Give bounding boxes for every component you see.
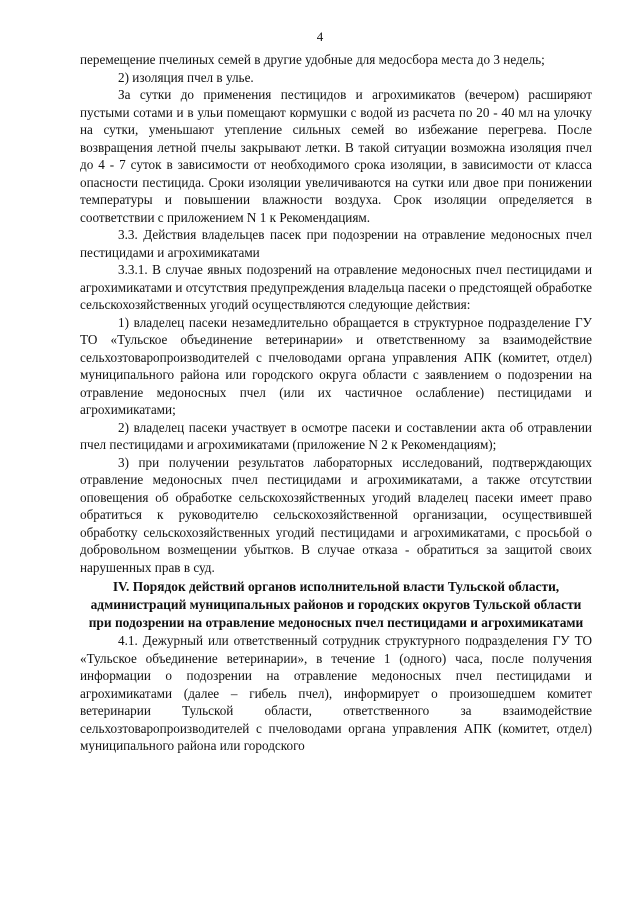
paragraph-continuation: перемещение пчелиных семей в другие удобные для медосбора места до 3 недель; [80, 52, 545, 67]
subsection-3-3-title: 3.3. Действия владельцев пасек при подозрении на отравление медоносных пчел пестицидами и агрохимикатами [80, 227, 592, 260]
paragraph-action-3: 3) при получении результатов лабораторных исследований, подтверждающих отравление медоносных пчел пестицидами и агрохимикатами, а также отсутствии оповещения об обработке сельскохозяйственных угодий владелец пасеки имеет право обратиться к руководителю сельскохозяйственной организации, осуществившей обработку сельскохозяйственных угодий пестицидами и агрохимикатами, с просьбой о добровольном возмещении убытков. В случае отказа - обратиться за защитой своих нарушенных прав в суд. [80, 454, 592, 575]
page-number: 4 [316, 29, 324, 44]
paragraph-isolation: За сутки до применения пестицидов и агрохимикатов (вечером) расширяют пустыми сотами и в ульи помещают кормушки с водой из расчета по 20 - 40 мл на улочку на сутки, уменьшают утепление сильных семей во избежание перегрева. После возвращения летной пчелы закрывают летки. В такой ситуации возможна изоляция пчел до 4 - 7 суток в зависимости от необходимого срока изоляции, в зависимости от класса опасности пестицида. Сроки изоляции увеличиваются на сутки или двое при понижении температуры и повышении влажности воздуха. Срок изоляции определяется в соответствии с приложением N 1 к Рекомендациям. [80, 87, 592, 225]
paragraph-action-2: 2) владелец пасеки участвует в осмотре пасеки и составлении акта об отравлении пчел пестицидами и агрохимикатами (приложение N 2 к Рекомендациям); [80, 419, 592, 452]
paragraph-3-3-1: 3.3.1. В случае явных подозрений на отравление медоносных пчел пестицидами и агрохимикатами и отсутствия предупреждения владельца пасеки о предстоящей обработке сельскохозяйственных угодий осуществляются следующие действия: [80, 262, 592, 312]
paragraph-4-1: 4.1. Дежурный или ответственный сотрудник структурного подразделения ГУ ТО «Тульское объединение ветеринарии», в течение 1 (одного) часа, после получения информации о подозрении на отравление медоносных пчел пестицидами и агрохимикатами (далее – гибель пчел), информирует о произошедшем комитет ветеринарии Тульской области, ответственного за взаимодействие сельхозтоваропроизводителей с пчеловодами органа управления АПК (комитет, отдел) муниципального района или городского [80, 633, 592, 753]
section-iv-heading: IV. Порядок действий органов исполнительной власти Тульской области, администраций муниципальных районов и городских округов Тульской области при подозрении на отравление медоносных пчел пестицидами и агрохимикатами [88, 579, 584, 630]
paragraph-item-2: 2) изоляция пчел в улье. [118, 69, 254, 85]
document-body [80, 51, 592, 755]
paragraph-action-1: 1) владелец пасеки незамедлительно обращается в структурное подразделение ГУ ТО «Тульское объединение ветеринарии» и ответственному за взаимодействие сельхозтоваропроизводителей с пчеловодами органа управления АПК (комитет, отдел) муниципального района или городского округа области с заявлением о подозрении на отравление медоносных пчел (или их частичное ослабление) пестицидами и агрохимикатами; [80, 314, 592, 417]
